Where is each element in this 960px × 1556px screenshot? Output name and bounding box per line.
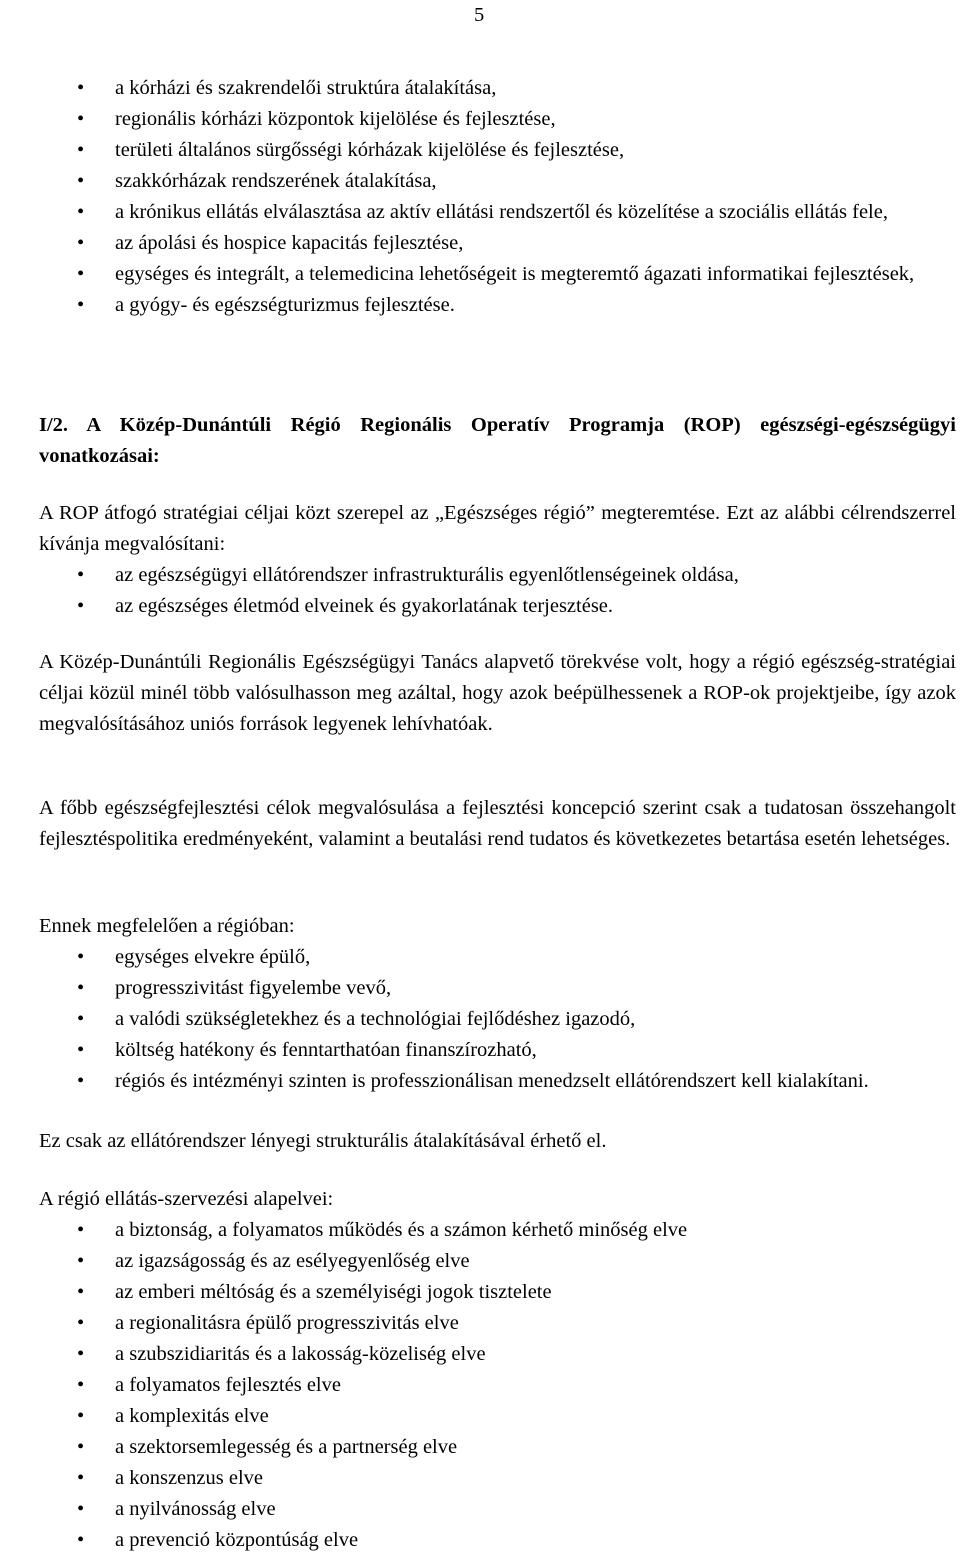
bullet-icon: • <box>77 1070 85 1092</box>
list-item-text: költség hatékony és fenntarthatóan finanszírozható, <box>115 1039 537 1061</box>
list-item-text: a regionalitásra épülő progresszivitás elve <box>115 1312 459 1334</box>
bullet-list <box>39 1215 956 1556</box>
bullet-icon: • <box>77 946 85 968</box>
bullet-icon: • <box>77 1039 85 1061</box>
list-item-text: a komplexitás elve <box>115 1405 269 1427</box>
list-item-text: a folyamatos fejlesztés elve <box>115 1374 341 1396</box>
paragraph-council: A Közép-Dunántúli Regionális Egészségügyi Tanács alapvető törekvése volt, hogy a régió egészség-stratégiai céljai közül minél több valósulhasson meg azáltal, hogy azok beépülhessenek a ROP-ok projektjeibe, így azok megvalósításához uniós források legyenek lehívhatóak. <box>39 651 956 735</box>
bullet-icon: • <box>77 1467 85 1489</box>
list-item-text: regionális kórházi központok kijelölése és fejlesztése, <box>115 108 556 130</box>
list-item-text: a prevenció központúság elve <box>115 1529 359 1551</box>
list-item <box>39 197 956 228</box>
list-item-text: szakkórházak rendszerének átalakítása, <box>115 170 437 192</box>
list-item <box>39 1494 956 1525</box>
list-item-text: az ápolási és hospice kapacitás fejlesztése, <box>115 232 464 254</box>
list-item <box>39 104 956 135</box>
list-item <box>39 1066 956 1097</box>
bullet-icon: • <box>77 595 85 617</box>
list-health-structure <box>39 73 956 321</box>
bullet-icon: • <box>77 564 85 586</box>
bullet-icon: • <box>77 294 85 316</box>
bullet-icon: • <box>77 1008 85 1030</box>
list-item <box>39 1432 956 1463</box>
paragraph-principles-intro: A régió ellátás-szervezési alapelvei: <box>39 1188 334 1210</box>
list-item <box>39 166 956 197</box>
bullet-icon: • <box>77 1498 85 1520</box>
bullet-icon: • <box>77 977 85 999</box>
list-item <box>39 1370 956 1401</box>
list-item <box>39 228 956 259</box>
bullet-icon: • <box>77 1250 85 1272</box>
list-item-text: a kórházi és szakrendelői struktúra átalakítása, <box>115 77 497 99</box>
list-item-text: az egészséges életmód elveinek és gyakorlatának terjesztése. <box>115 595 614 617</box>
list-item <box>39 1035 956 1066</box>
page-number: 5 <box>474 4 485 26</box>
list-item <box>39 1463 956 1494</box>
paragraph-conclusion: Ez csak az ellátórendszer lényegi strukturális átalakításával érhető el. <box>39 1130 607 1152</box>
bullet-icon: • <box>77 1405 85 1427</box>
list-item-text: a gyógy- és egészségturizmus fejlesztése. <box>115 294 455 316</box>
list-item <box>39 942 956 973</box>
list-item <box>39 1246 956 1277</box>
list-item <box>39 259 956 290</box>
list-item-text: az emberi méltóság és a személyiségi jogok tisztelete <box>115 1281 552 1303</box>
bullet-icon: • <box>77 1219 85 1241</box>
list-item-text: a valódi szükségletekhez és a technológiai fejlődéshez igazodó, <box>115 1008 636 1030</box>
bullet-icon: • <box>77 77 85 99</box>
section-heading: I/2. A Közép-Dunántúli Régió Regionális Operatív Programja (ROP) egészségi-egészségügyi vonatkozásai: <box>39 414 956 467</box>
bullet-icon: • <box>77 170 85 192</box>
list-rop-objectives <box>39 560 956 622</box>
paragraph-development-goals: A főbb egészségfejlesztési célok megvalósulása a fejlesztési koncepció szerint csak a tudatosan összehangolt fejlesztéspolitika eredményeként, valamint a beutalási rend tudatos és következetes betartása esetén lehetséges. <box>39 797 956 850</box>
list-item-text: a biztonság, a folyamatos működés és a számon kérhető minőség elve <box>115 1219 688 1241</box>
list-principles <box>39 1215 956 1556</box>
list-item-text: a szektorsemlegesség és a partnerség elve <box>115 1436 458 1458</box>
list-item-text: az egészségügyi ellátórendszer infrastrukturális egyenlőtlenségeinek oldása, <box>115 564 739 586</box>
list-item <box>39 1401 956 1432</box>
paragraph-rop-goals: A ROP átfogó stratégiai céljai közt szerepel az „Egészséges régió” megteremtése. Ezt az alábbi célrendszerrel kívánja megvalósítani: <box>39 502 956 555</box>
list-item <box>39 591 956 622</box>
list-item-text: progresszivitást figyelembe vevő, <box>115 977 392 999</box>
list-item <box>39 73 956 104</box>
list-item <box>39 1215 956 1246</box>
list-item-text: egységes és integrált, a telemedicina lehetőségeit is megteremtő ágazati informatikai fejlesztések, <box>115 263 915 285</box>
list-item-text: a szubszidiaritás és a lakosság-közeliség elve <box>115 1343 486 1365</box>
bullet-icon: • <box>77 1436 85 1458</box>
list-item-text: a konszenzus elve <box>115 1467 263 1489</box>
list-item <box>39 290 956 321</box>
bullet-icon: • <box>77 1374 85 1396</box>
list-region-requirements <box>39 942 956 1097</box>
list-item <box>39 973 956 1004</box>
list-item <box>39 1308 956 1339</box>
bullet-icon: • <box>77 139 85 161</box>
bullet-icon: • <box>77 1312 85 1334</box>
bullet-icon: • <box>77 1281 85 1303</box>
list-item-text: a nyilvánosság elve <box>115 1498 276 1520</box>
bullet-icon: • <box>77 108 85 130</box>
list-item-text: a krónikus ellátás elválasztása az aktív ellátási rendszertől és közelítése a szociális ellátás fele, <box>115 201 888 223</box>
bullet-icon: • <box>77 1343 85 1365</box>
list-item <box>39 1339 956 1370</box>
bullet-icon: • <box>77 201 85 223</box>
list-item-text: régiós és intézményi szinten is professzionálisan menedzselt ellátórendszert kell kialakítani. <box>115 1070 869 1092</box>
bullet-list <box>39 942 956 1097</box>
list-item-text: egységes elvekre épülő, <box>115 946 311 968</box>
list-item-text: az igazságosság és az esélyegyenlőség elve <box>115 1250 470 1272</box>
bullet-icon: • <box>77 263 85 285</box>
list-item <box>39 135 956 166</box>
bullet-list <box>39 73 956 321</box>
bullet-list <box>39 560 956 622</box>
list-item <box>39 1004 956 1035</box>
paragraph-region-intro: Ennek megfelelően a régióban: <box>39 915 295 937</box>
list-item-text: területi általános sürgősségi kórházak kijelölése és fejlesztése, <box>115 139 625 161</box>
bullet-icon: • <box>77 232 85 254</box>
list-item <box>39 560 956 591</box>
bullet-icon: • <box>77 1529 85 1551</box>
list-item <box>39 1277 956 1308</box>
list-item <box>39 1525 956 1556</box>
